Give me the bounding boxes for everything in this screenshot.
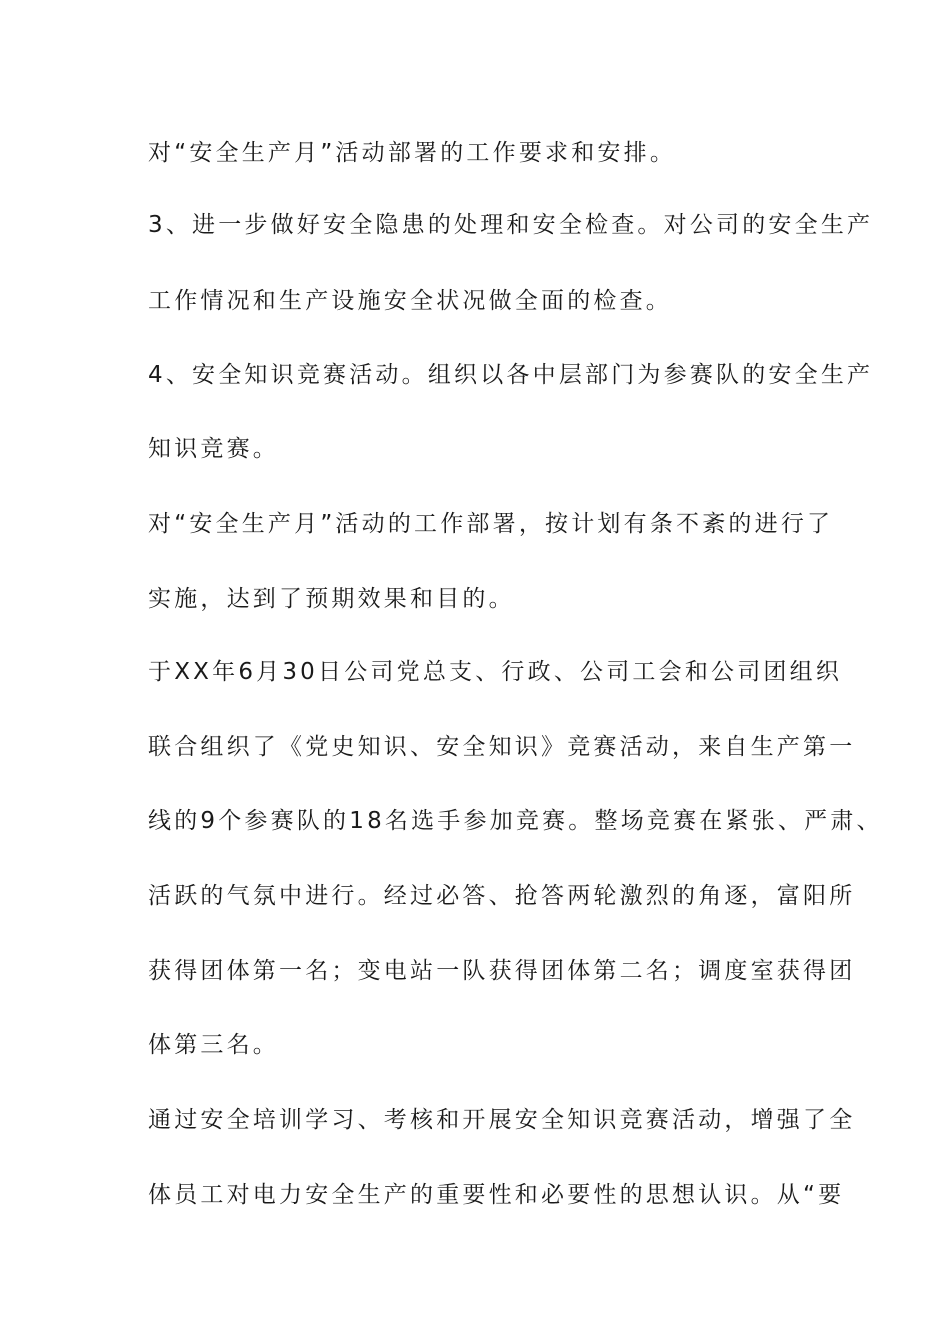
text-line: 4、安全知识竞赛活动。组织以各中层部门为参赛队的安全生产 [148,362,874,388]
text-line: 对“安全生产月”活动部署的工作要求和安排。 [148,140,677,166]
text-line: 于XX年6月30日公司党总支、行政、公司工会和公司团组织 [148,659,843,685]
text-line: 活跃的气氛中进行。经过必答、抢答两轮激烈的角逐，富阳所 [148,883,856,909]
text-line: 线的9个参赛队的18名选手参加竞赛。整场竞赛在紧张、严肃、 [148,808,883,834]
text-line: 获得团体第一名；变电站一队获得团体第二名；调度室获得团 [148,958,856,984]
text-line: 联合组织了《党史知识、安全知识》竞赛活动，来自生产第一 [148,734,856,760]
text-line: 工作情况和生产设施安全状况做全面的检查。 [148,288,672,314]
text-line: 3、进一步做好安全隐患的处理和安全检查。对公司的安全生产 [148,212,874,238]
text-line: 实施，达到了预期效果和目的。 [148,586,515,612]
text-line: 体第三名。 [148,1032,279,1058]
text-line: 通过安全培训学习、考核和开展安全知识竞赛活动，增强了全 [148,1107,856,1133]
text-line: 体员工对电力安全生产的重要性和必要性的思想认识。从“要 [148,1182,845,1208]
text-line: 对“安全生产月”活动的工作部署，按计划有条不紊的进行了 [148,511,834,537]
text-line: 知识竞赛。 [148,436,279,462]
